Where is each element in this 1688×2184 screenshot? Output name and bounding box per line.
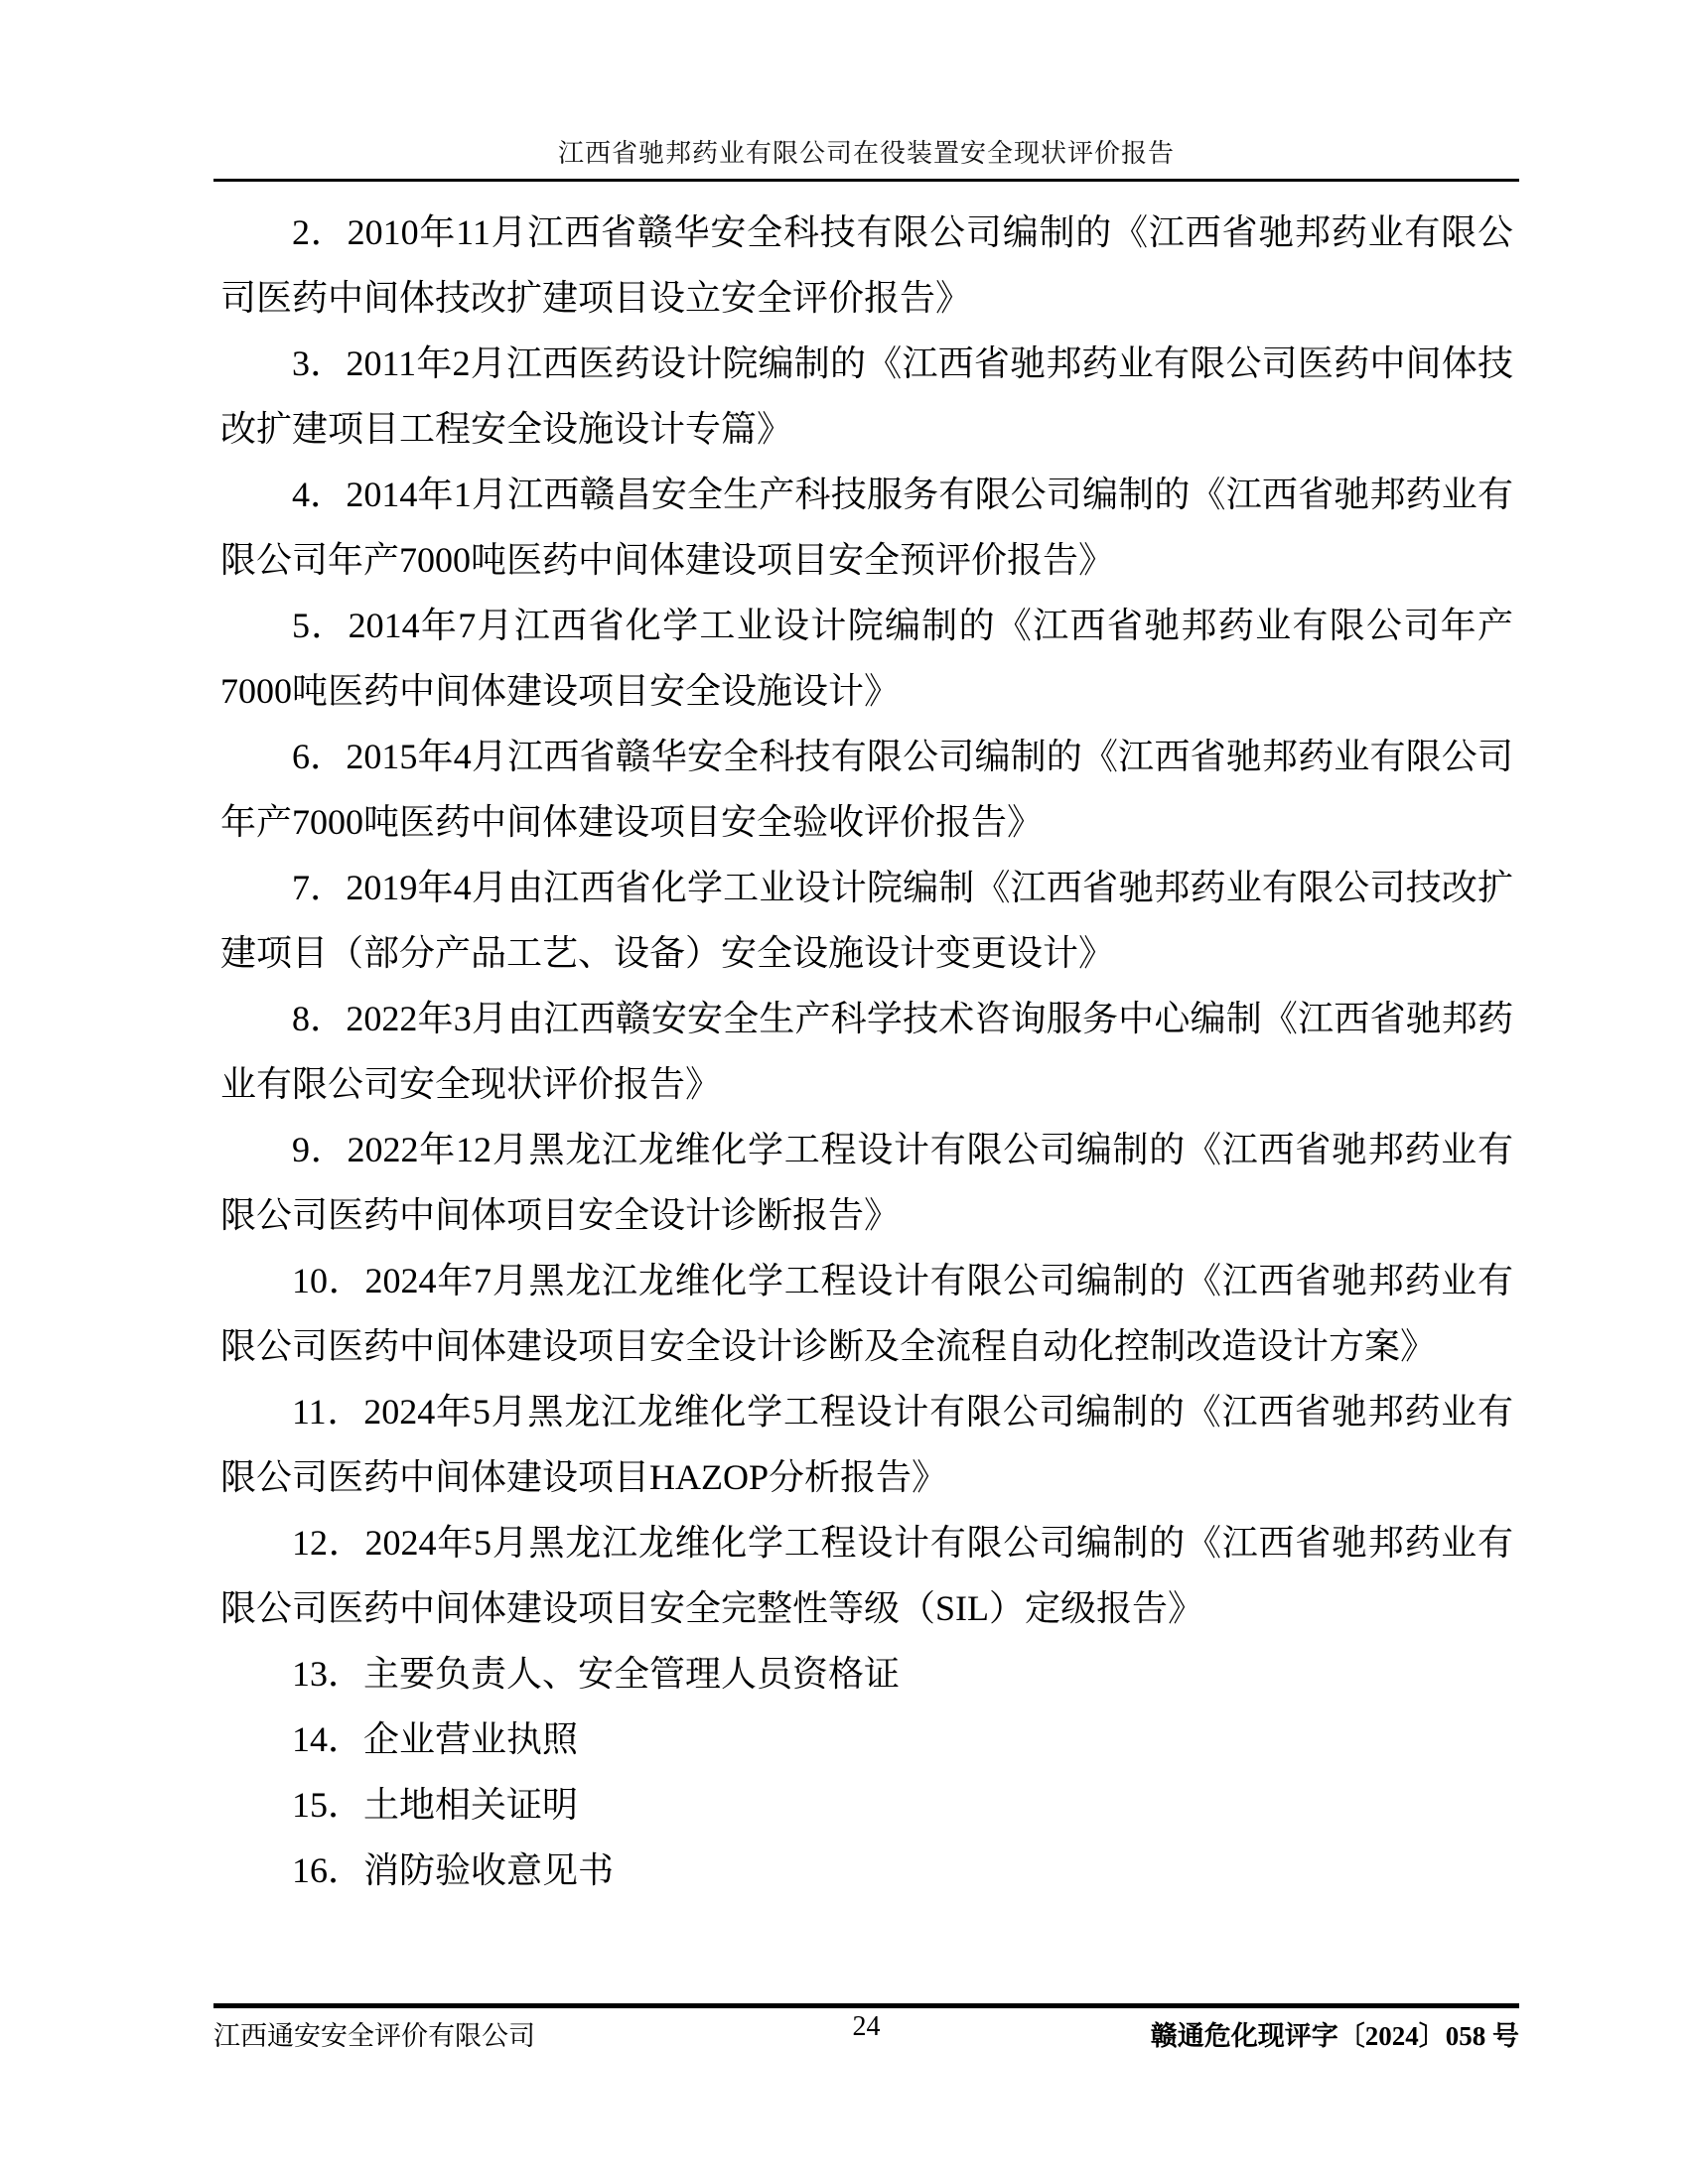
header-title: 江西省驰邦药业有限公司在役装置安全现状评价报告 [557, 139, 1175, 168]
list-item: 7．2019年4月由江西省化学工业设计院编制《江西省驰邦药业有限公司技改扩建项目（部分产品工艺、设备）安全设施设计变更设计》 [220, 868, 1513, 973]
list-item: 9．2022年12月黑龙江龙维化学工程设计有限公司编制的《江西省驰邦药业有限公司医药中间体项目安全设计诊断报告》 [220, 1130, 1513, 1235]
list-item: 4．2014年1月江西赣昌安全生产科技服务有限公司编制的《江西省驰邦药业有限公司年产7000吨医药中间体建设项目安全预评价报告》 [220, 475, 1513, 580]
list-item: 5．2014年7月江西省化学工业设计院编制的《江西省驰邦药业有限公司年产7000吨医药中间体建设项目安全设施设计》 [220, 606, 1513, 711]
list-item: 14．企业营业执照 [292, 1719, 579, 1759]
footer-company: 江西通安安全评价有限公司 [213, 2021, 535, 2051]
list-item: 6．2015年4月江西省赣华安全科技有限公司编制的《江西省驰邦药业有限公司年产7000吨医药中间体建设项目安全验收评价报告》 [220, 737, 1513, 842]
footer-page-number: 24 [852, 2011, 881, 2042]
list-item: 3．2011年2月江西医药设计院编制的《江西省驰邦药业有限公司医药中间体技改扩建项目工程安全设施设计专篇》 [220, 343, 1513, 449]
list-item: 13．主要负责人、安全管理人员资格证 [292, 1654, 901, 1694]
list-item: 10．2024年7月黑龙江龙维化学工程设计有限公司编制的《江西省驰邦药业有限公司医药中间体建设项目安全设计诊断及全流程自动化控制改造设计方案》 [220, 1261, 1513, 1366]
page-header [213, 139, 1519, 182]
footer-doc-number: 赣通危化现评字〔2024〕058 号 [1150, 2021, 1519, 2051]
footer-rule [213, 2003, 1519, 2008]
list-item: 12．2024年5月黑龙江龙维化学工程设计有限公司编制的《江西省驰邦药业有限公司医药中间体建设项目安全完整性等级（SIL）定级报告》 [220, 1523, 1513, 1628]
list-item: 2．2010年11月江西省赣华安全科技有限公司编制的《江西省驰邦药业有限公司医药中间体技改扩建项目设立安全评价报告》 [220, 212, 1513, 318]
page-footer [213, 2003, 1519, 2052]
document-body [220, 200, 1513, 1903]
list-item: 8．2022年3月由江西赣安安全生产科学技术咨询服务中心编制《江西省驰邦药业有限公司安全现状评价报告》 [220, 999, 1513, 1104]
list-item: 11．2024年5月黑龙江龙维化学工程设计有限公司编制的《江西省驰邦药业有限公司医药中间体建设项目HAZOP分析报告》 [220, 1392, 1513, 1497]
list-item: 16．消防验收意见书 [292, 1850, 615, 1890]
list-item: 15．土地相关证明 [292, 1785, 579, 1825]
